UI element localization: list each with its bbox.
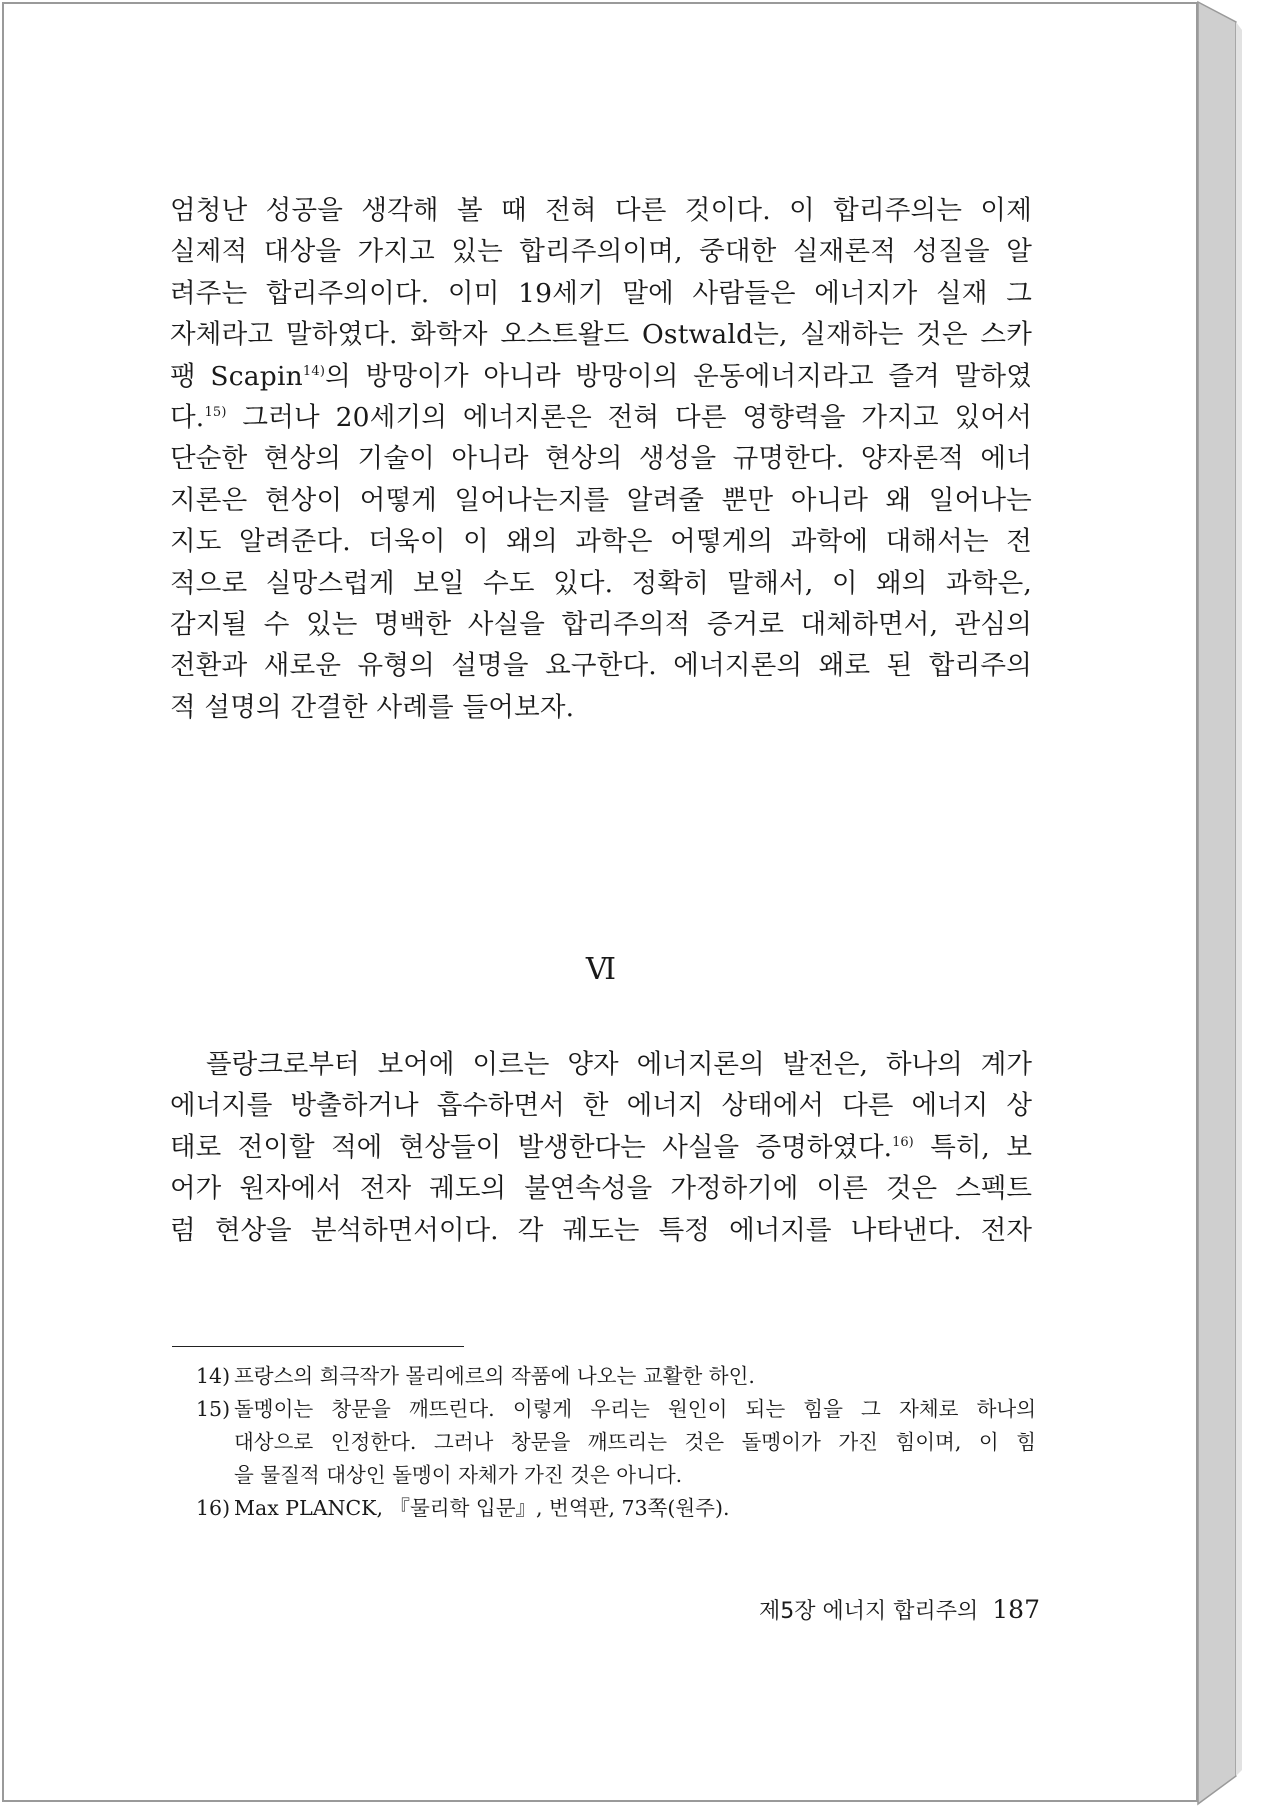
paragraph-2 [170, 1044, 1032, 1251]
footnote-16 [196, 1492, 1036, 1525]
text-line: 단순한 현상의 기술이 아니라 현상의 생성을 규명한다. 양자론적 에너 [170, 443, 1032, 475]
footnote-number: 15) [196, 1397, 231, 1421]
text-line: 감지될 수 있는 명백한 사실을 합리주의적 증거로 대체하면서, 관심의 [170, 609, 1032, 641]
footnote-divider [172, 1346, 464, 1347]
page-stack-edge [1196, 0, 1277, 1806]
text-fragment: 다. [170, 402, 205, 434]
section-heading: Ⅵ [585, 952, 617, 987]
text-line: 럼 현상을 분석하면서이다. 각 궤도는 특정 에너지를 나타낸다. 전자 [170, 1214, 1032, 1246]
page-number: 187 [992, 1595, 1040, 1624]
text-fragment: 의 방망이가 아니라 방망이의 운동에너지라고 즐겨 말하였 [325, 360, 1032, 392]
footnote-text: 돌멩이는 창문을 깨뜨린다. 이렇게 우리는 원인이 되는 힘을 그 자체로 하나의 [234, 1397, 1036, 1421]
footnote-text: 을 물질적 대상인 돌멩이 자체가 가진 것은 아니다. [234, 1463, 683, 1487]
text-fragment: 태로 전이할 적에 현상들이 발생한다는 사실을 증명하였다. [170, 1131, 893, 1163]
text-line: 지도 알려준다. 더욱이 이 왜의 과학은 어떻게의 과학에 대해서는 전 [170, 526, 1032, 558]
footnote-number: 16) [196, 1496, 231, 1520]
text-line: 어가 원자에서 전자 궤도의 불연속성을 가정하기에 이른 것은 스펙트 [170, 1173, 1032, 1205]
paragraph-1 [170, 190, 1032, 728]
footnote-text: 대상으로 인정한다. 그러나 창문을 깨뜨리는 것은 돌멩이가 가진 힘이며, 이 힘 [234, 1430, 1036, 1454]
footnote-ref-15: 15) [204, 405, 227, 421]
text-line: 엄청난 성공을 생각해 볼 때 전혀 다른 것이다. 이 합리주의는 이제 [170, 195, 1032, 226]
body-text-paragraph-1 [170, 190, 1032, 728]
text-line: 자체라고 말하였다. 화학자 오스트왈드 Ostwald는, 실재하는 것은 스카 [170, 319, 1032, 351]
footnote-text: 프랑스의 희극작가 몰리에르의 작품에 나오는 교활한 하인. [234, 1364, 755, 1388]
text-line: 플랑크로부터 보어에 이르는 양자 에너지론의 발전은, 하나의 계가 [206, 1049, 1032, 1080]
text-line: 에너지를 방출하거나 흡수하면서 한 에너지 상태에서 다른 에너지 상 [170, 1090, 1032, 1122]
footnote-15 [196, 1393, 1036, 1492]
text-fragment: 팽 Scapin [170, 360, 303, 392]
text-line: 적으로 실망스럽게 보일 수도 있다. 정확히 말해서, 이 왜의 과학은, [170, 567, 1032, 599]
text-line [170, 397, 1032, 438]
text-line: 전환과 새로운 유형의 설명을 요구한다. 에너지론의 왜로 된 합리주의 [170, 650, 1032, 682]
footnote-text: Max PLANCK, 『물리학 입문』, 번역판, 73쪽(원주). [234, 1496, 730, 1520]
text-line [170, 356, 1032, 397]
text-line: 려주는 합리주의이다. 이미 19세기 말에 사람들은 에너지가 실재 그 [170, 277, 1032, 309]
text-line: 실제적 대상을 가지고 있는 합리주의이며, 중대한 실재론적 성질을 알 [170, 236, 1032, 268]
footnote-14 [196, 1360, 1036, 1393]
text-fragment: 그러나 20세기의 에너지론은 전혀 다른 영향력을 가지고 있어서 [226, 402, 1032, 434]
chapter-title: 제5장 에너지 합리주의 [759, 1599, 979, 1624]
text-line [170, 1127, 1032, 1168]
text-line: 지론은 현상이 어떻게 일어나는지를 알려줄 뿐만 아니라 왜 일어나는 [170, 484, 1032, 516]
footnote-ref-14: 14) [302, 363, 326, 379]
footnotes [196, 1360, 1036, 1525]
footnote-number: 14) [196, 1364, 231, 1388]
running-footer [700, 1595, 1040, 1627]
text-line: 적 설명의 간결한 사례를 들어보자. [170, 691, 575, 723]
footnote-ref-16: 16) [892, 1134, 914, 1150]
text-fragment: 특히, 보 [913, 1131, 1032, 1163]
